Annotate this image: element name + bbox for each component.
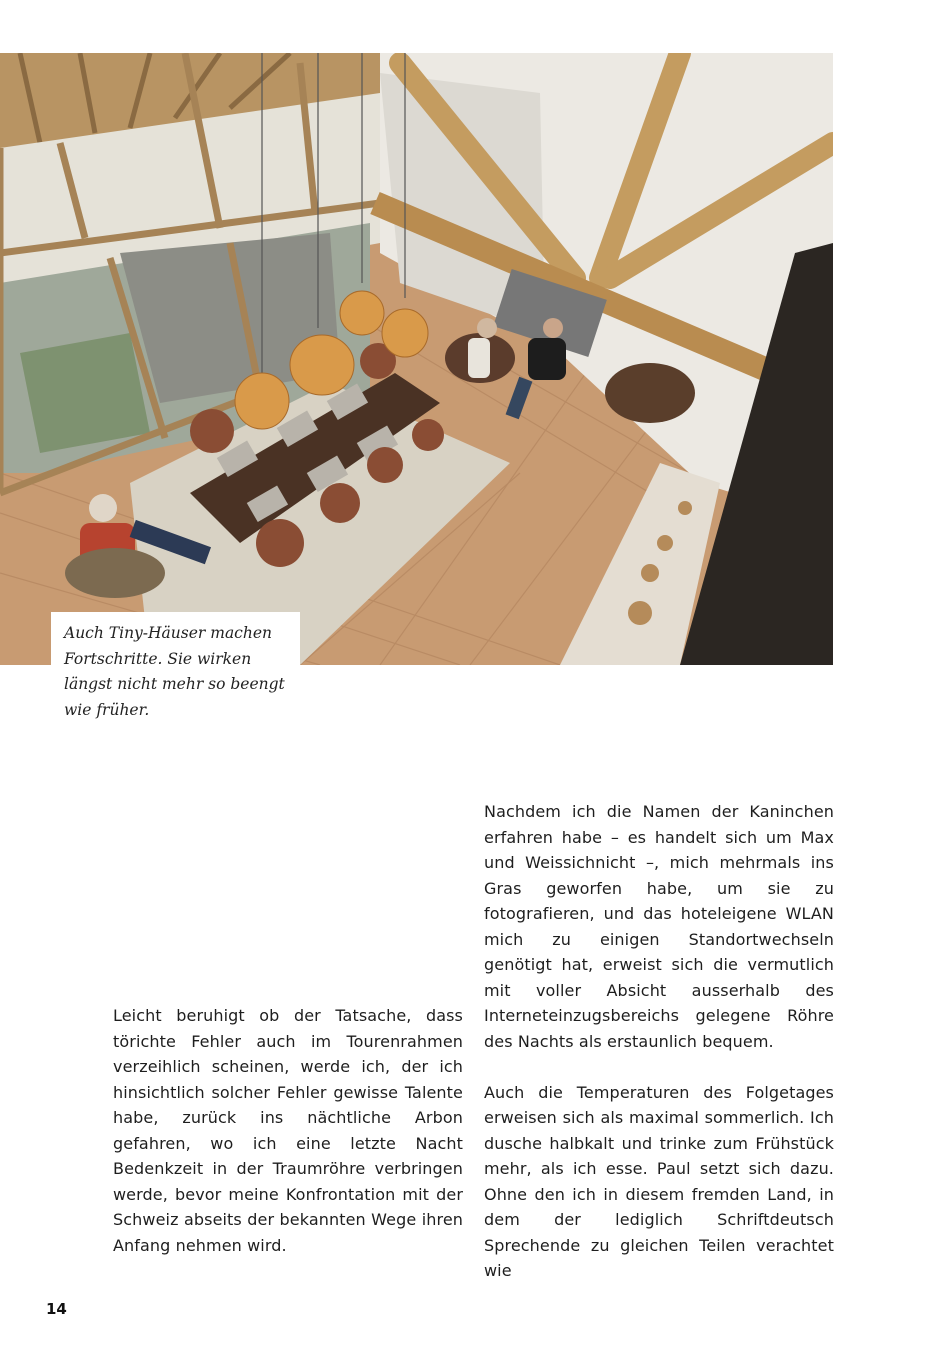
text-column-right [484, 799, 834, 1284]
text-column-left [113, 1003, 463, 1258]
interior-photo [0, 53, 833, 665]
paragraph: Leicht beruhigt ob der Tatsache, dass törichte Fehler auch im Tourenrahmen verzeihlich scheinen, werde ich, der ich hinsichtlich solcher Fehler gewisse Talente habe, zurück ins nächtliche Arbon gefahren, wo ich eine letzte Nacht Bedenkzeit in der Traumröhre verbringen werde, bevor meine Konfrontation mit der Schweiz abseits der bekannten Wege ihren Anfang nehmen wird. [113, 1006, 463, 1255]
page-number: 14 [46, 1300, 67, 1318]
photo-caption: Auch Tiny-Häuser machen Fortschritte. Sie wirken längst nicht mehr so beengt wie früher. [51, 612, 300, 727]
paragraph: Auch die Temperaturen des Folgetages erweisen sich als maximal sommerlich. Ich dusche halbkalt und trinke zum Frühstück mehr, als ich esse. Paul setzt sich dazu. Ohne den ich in diesem fremden Land, in dem der lediglich Schriftdeutsch Sprechende zu gleichen Teilen verachtet wie [484, 1082, 834, 1280]
paragraph: Nachdem ich die Namen der Kaninchen erfahren habe – es handelt sich um Max und Weissichnicht –, mich mehrmals ins Gras geworfen habe, um sie zu fotografieren, und das hoteleigene WLAN mich zu einigen Standortwechseln genötigt hat, erweist sich die vermutlich mit voller Absicht ausserhalb des Interneteinzugsbereichs gelegene Röhre des Nachts als erstaunlich bequem. [484, 802, 834, 1051]
